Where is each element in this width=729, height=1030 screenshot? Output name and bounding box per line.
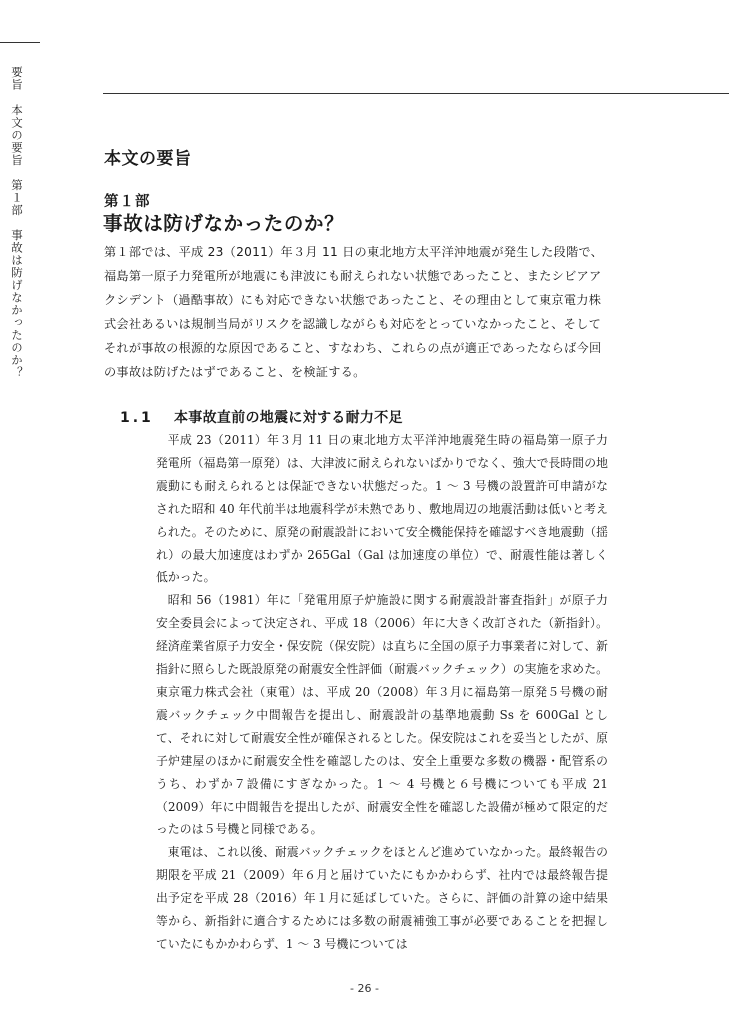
body-paragraph: 平成 23（2011）年３月 11 日の東北地方太平洋沖地震発生時の福島第一原子力発電所（福島第一原発）は、大津波に耐えられないばかりでなく、強大で長時間の地震動にも耐えられるとは保証できない状態だった。1 ～ 3 号機の設置許可申請がなされた昭和 40 年代前半は地震科学が未熟であり、敷地周辺の地震活動は低いと考えられた。そのために、原発の耐震設計において安全機能保持を確認すべき地震動（揺れ）の最大加速度はわずか 265Gal（Gal は加速度の単位）で、耐震性能は著しく低かった。 xyxy=(156,433,608,585)
header-rule xyxy=(103,93,729,94)
side-index-part1: 要旨 xyxy=(10,66,24,91)
page-title: 本文の要旨 xyxy=(104,149,192,169)
section-heading xyxy=(120,407,403,427)
section-title: 本事故直前の地震に対する耐力不足 xyxy=(174,410,403,426)
side-index-tab xyxy=(9,66,25,379)
intro-paragraph: 第１部では、平成 23（2011）年３月 11 日の東北地方太平洋沖地震が発生した段階で、福島第一原子力発電所が地震にも津波にも耐えられない状態であったこと、またシビアアクシデント（過酷事故）にも対応できない状態であったこと、その理由として東京電力株式会社あるいは規制当局がリスクを認識しながらも対応をとっていなかったこと、そしてそれが事故の根源的な原因であること、すなわち、これらの点が適正であったならば今回の事故は防げたはずであること、を検証する。 xyxy=(104,245,604,380)
top-left-rule xyxy=(0,42,40,43)
part-label: 第１部 xyxy=(104,194,151,210)
part-heading: 事故は防げなかったのか？ xyxy=(103,212,345,235)
body-paragraph: 東電は、これ以後、耐震バックチェックをほとんど進めていなかった。最終報告の期限を平成 21（2009）年６月と届けていたにもかかわらず、社内では最終報告提出予定を平成 28（2016）年１月に延ばしていた。さらに、評価の計算の途中結果等から、新指針に適合するためには多数の耐震補強工事が必要であることを把握していたにもかかわらず、1 ～ 3 号機については xyxy=(156,845,608,951)
side-index-part2: 本文の要旨 xyxy=(10,103,24,167)
section-body xyxy=(156,429,608,956)
side-index-part3: 第１部 xyxy=(10,178,24,217)
body-paragraph: 昭和 56（1981）年に「発電用原子炉施設に関する耐震設計審査指針」が原子力安全委員会によって決定され、平成 18（2006）年に大きく改訂された（新指針）。経済産業省原子力安全・保安院（保安院）は直ちに全国の原子力事業者に対して、新指針に照らした既設原発の耐震安全性評価（耐震バックチェック）の実施を求めた。東京電力株式会社（東電）は、平成 20（2008）年３月に福島第一原発５号機の耐震バックチェック中間報告を提出し、耐震設計の基準地震動 Ss を 600Gal として、それに対して耐震安全性が確保されるとした。保安院はこれを妥当としたが、原子炉建屋のほかに耐震安全性を確認したのは、安全上重要な多数の機器・配管系のうち、わずか７設備にすぎなかった。1 ～ 4 号機と６号機についても平成 21（2009）年に中間報告を提出したが、耐震安全性を確認した設備が極めて限定的だったのは５号機と同様である。 xyxy=(156,593,608,837)
side-index-part4: 事故は防げなかったのか？ xyxy=(10,228,24,379)
section-number: 1.1 xyxy=(120,410,154,426)
page-number: - 26 - xyxy=(350,982,379,995)
